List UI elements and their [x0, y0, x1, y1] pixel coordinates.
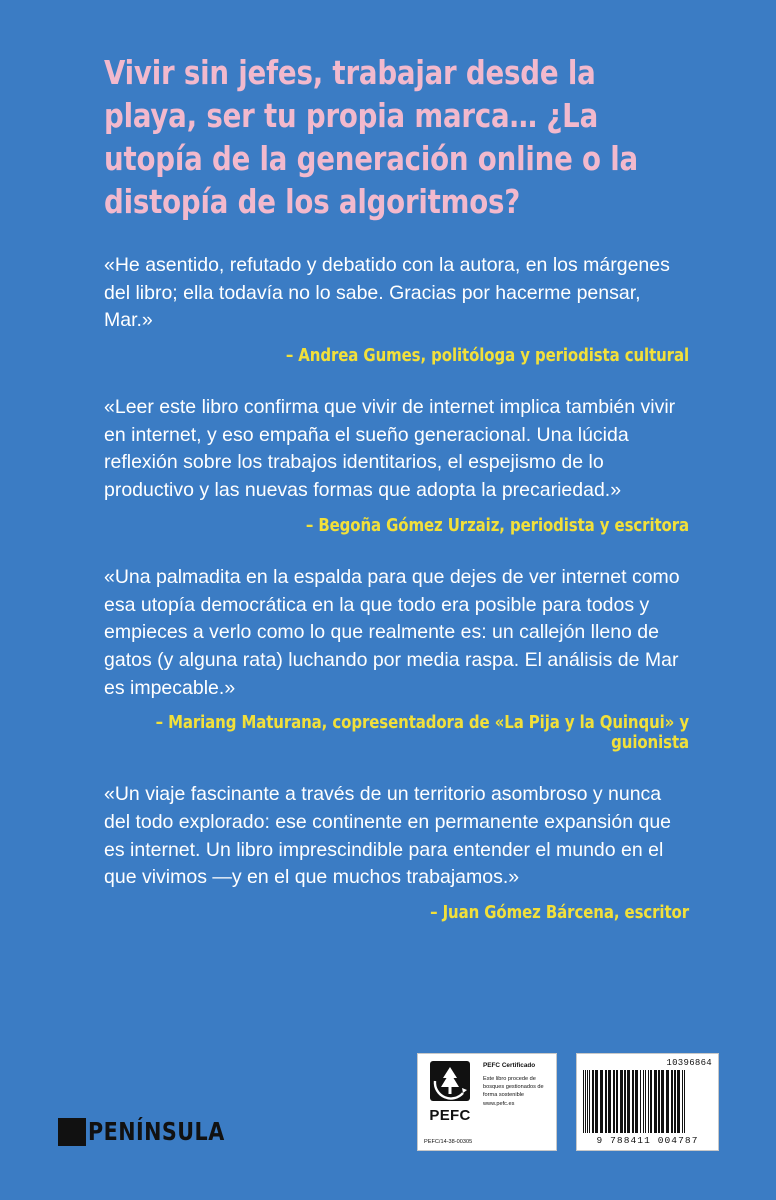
barcode-block [576, 1053, 719, 1151]
publisher-logo [58, 1118, 237, 1146]
pefc-label: PEFC [429, 1107, 471, 1124]
pefc-url: www.pefc.es [483, 1101, 515, 1108]
barcode-top-number: 10396864 [666, 1058, 712, 1068]
blurb-attribution: – Mariang Maturana, copresentadora de «La Pija y la Quinqui» y guionista [155, 713, 689, 754]
blurb-attribution: – Juan Gómez Bárcena, escritor [430, 903, 689, 923]
barcode-isbn-digits: 9 788411 004787 [596, 1135, 699, 1146]
blurb-text: «Leer este libro confirma que vivir de internet implica también vivir en internet, y eso empaña el sueño generacional. Una lúcida reflexión sobre los trabajos identitarios, el espejismo de lo productivo y las nuevas formas que adopta la precariedad.» [104, 396, 676, 502]
list-item [104, 252, 689, 366]
blurb-text: «Una palmadita en la espalda para que dejes de ver internet como esa utopía democrática en la que todo era posible para todos y empieces a verlo como lo que realmente es: un callejón lleno de gatos (y alguna rata) luchando por media raspa. El análisis de Mar es impecable.» [104, 565, 680, 699]
pefc-logo [418, 1054, 480, 1150]
pefc-certification-block [417, 1053, 557, 1151]
blurb-text: «He asentido, refutado y debatido con la autora, en los márgenes del libro; ella todavía no lo sabe. Gracias por hacerme pensar, Mar.» [104, 254, 670, 332]
pefc-text [480, 1054, 556, 1150]
barcode-bars-icon [583, 1070, 712, 1133]
blurb-attribution: – Begoña Gómez Urzaiz, periodista y escritora [305, 515, 689, 536]
list-item [104, 394, 689, 536]
list-item [104, 564, 689, 753]
blurb-attribution: – Andrea Gumes, politóloga y periodista cultural [285, 346, 689, 367]
blurb-list [104, 252, 689, 923]
pefc-title: PEFC Certificado [483, 1062, 536, 1069]
publisher-name: PENÍNSULA [88, 1117, 225, 1146]
list-item [104, 781, 689, 923]
page-title: Vivir sin jefes, trabajar desde la playa, ser tu propia marca… ¿La utopía de la generación online o la distopía de los algoritmos? [104, 53, 638, 221]
tree-icon [430, 1061, 470, 1101]
pefc-code: PEFC/14-38-00305 [424, 1139, 473, 1145]
publisher-mark-icon [58, 1118, 86, 1146]
blurb-text: «Un viaje fascinante a través de un territorio asombroso y nunca del todo explorado: ese continente en permanente expansión que es internet. Un libro imprescindible para entender el mundo en el que vivimos —y en el que muchos trabajamos.» [104, 783, 672, 889]
pefc-description: Este libro procede de bosques gestionados de forma sostenible [483, 1076, 544, 1099]
